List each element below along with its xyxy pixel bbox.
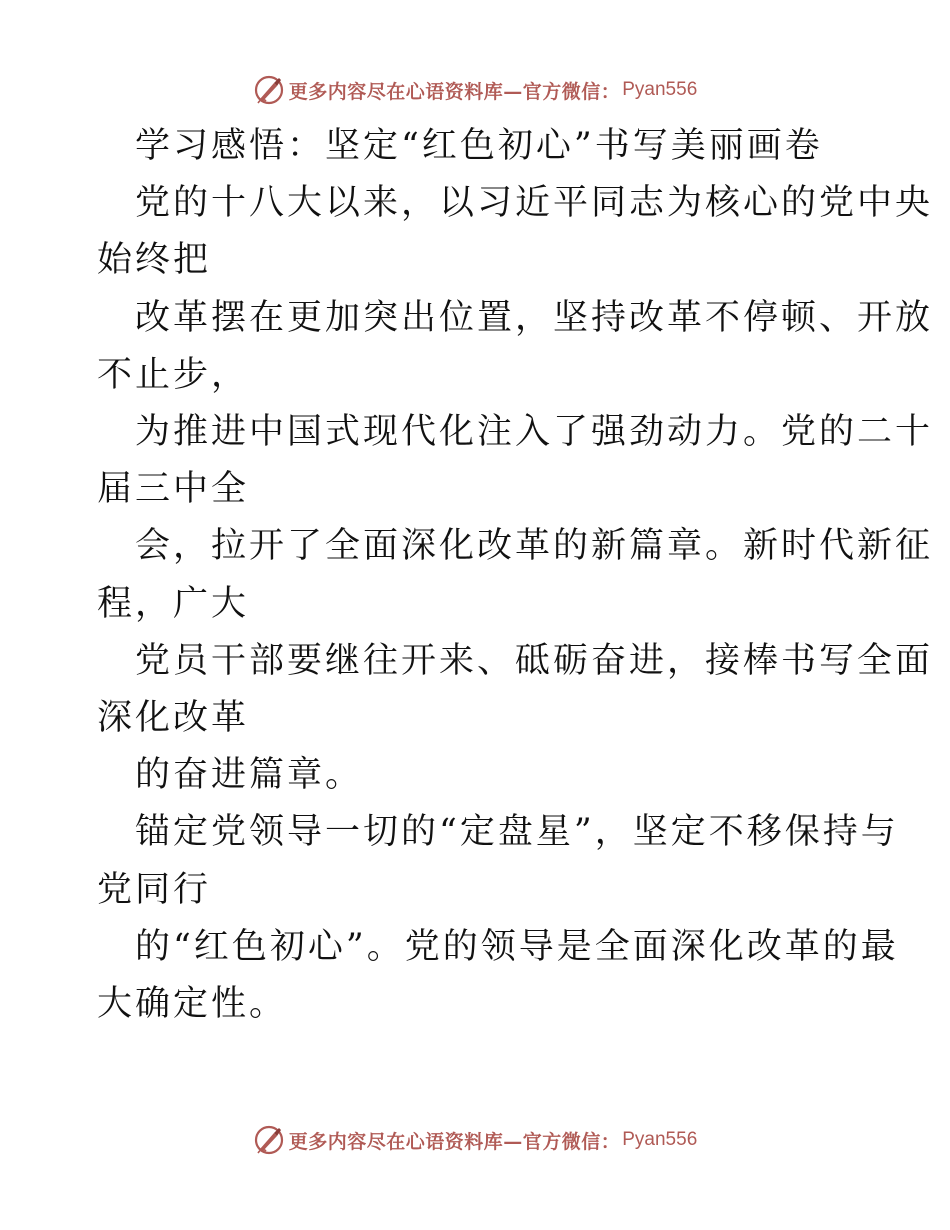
footer-banner-text: 更多内容尽在心语资料库—官方微信：	[288, 1130, 621, 1153]
footer-banner	[0, 1120, 950, 1160]
body-line: 党同行	[97, 869, 212, 910]
body-line: 始终把	[97, 240, 212, 281]
body-line: 党员干部要继往开来、砥砺奋进，接棒书写全面	[135, 640, 934, 681]
body-line: 届三中全	[97, 469, 250, 510]
body-line: 锚定党领导一切的“定盘星”，坚定不移保持与	[135, 812, 899, 853]
pen-logo-icon	[253, 1124, 285, 1156]
body-line: 大确定性。	[97, 984, 288, 1025]
body-line: 深化改革	[97, 698, 250, 739]
body-line: 会，拉开了全面深化改革的新篇章。新时代新征	[135, 526, 934, 567]
body-line: 党的十八大以来，以习近平同志为核心的党中央	[135, 183, 934, 224]
header-banner	[0, 70, 950, 110]
body-line: 为推进中国式现代化注入了强劲动力。党的二十	[135, 412, 934, 453]
document-title: 学习感悟：坚定“红色初心”书写美丽画卷	[135, 126, 823, 166]
footer-wechat-id: Pyan556	[622, 1129, 698, 1150]
header-banner-text: 更多内容尽在心语资料库—官方微信：	[288, 80, 621, 103]
body-line: 的奋进篇章。	[135, 755, 364, 796]
document-body	[97, 118, 934, 1033]
body-line: 改革摆在更加突出位置，坚持改革不停顿、开放	[135, 297, 934, 338]
body-line: 程，广大	[97, 583, 250, 624]
pen-logo-icon	[253, 74, 285, 106]
body-line: 的“红色初心”。党的领导是全面深化改革的最	[135, 926, 899, 967]
header-wechat-id: Pyan556	[622, 79, 698, 100]
body-line: 不止步，	[97, 354, 250, 395]
